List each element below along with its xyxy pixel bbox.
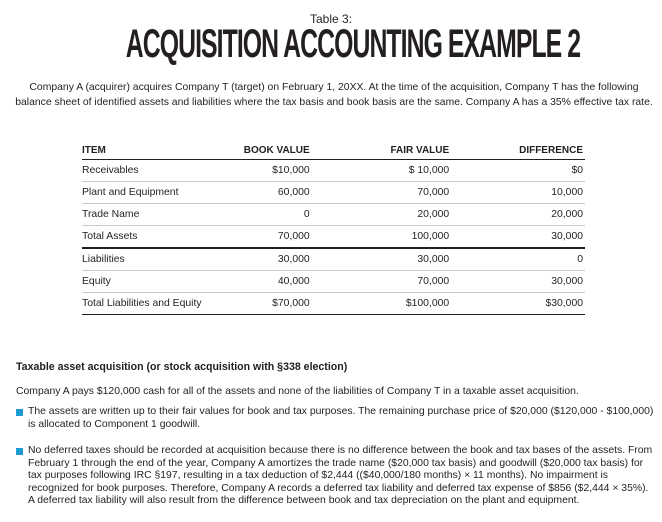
cell-item: Liabilities [82, 248, 230, 271]
bullet-text: No deferred taxes should be recorded at acquisition because there is no difference between the book and tax bases of the assets. From February 1 through the end of the year, Company A amortizes the trade name ($20,000 tax basis) and goodwill ($20,000 tax basis) for tax purposes following IRC §197, resulting in a tax deduction of $2,444 (($40,000/180 months) × 11 months). No impairment is recognized for book purposes. Therefore, Company A records a deferred tax liability and deferred tax expense of $856 ($2,444 × 35%). A deferred tax liability will also result from the difference between book and tax depreciation on the plant and equipment. [28, 445, 653, 506]
acquisition-table [82, 138, 585, 315]
cell-book-value: 40,000 [230, 271, 312, 293]
cell-book-value: $70,000 [230, 293, 312, 315]
cell-book-value: 70,000 [230, 226, 312, 249]
table-label: Table 3: [309, 12, 353, 26]
column-header-fair-value: FAIR VALUE [312, 138, 452, 160]
cell-fair-value: 30,000 [312, 248, 452, 271]
cell-fair-value: 20,000 [312, 204, 452, 226]
cell-difference: 20,000 [451, 204, 585, 226]
table-row [82, 248, 585, 271]
cell-fair-value: $100,000 [312, 293, 452, 315]
cell-difference: 0 [451, 248, 585, 271]
intro-paragraph: Company A (acquirer) acquires Company T (target) on February 1, 20XX. At the time of the acquisition, Company T has the following balance sheet of identified assets and liabilities where the tax basis and book basis are the same. Company A has a 35% effective tax rate. [15, 82, 653, 108]
table-row [82, 204, 585, 226]
page-title: ACQUISITION ACCOUNTING EXAMPLE 2 [125, 22, 581, 66]
column-header-difference: DIFFERENCE [451, 138, 585, 160]
cell-item: Plant and Equipment [82, 182, 230, 204]
cell-difference: 30,000 [451, 271, 585, 293]
bullet-text: The assets are written up to their fair values for book and tax purposes. The remaining purchase price of $20,000 ($120,000 - $100,000) is allocated to Component 1 goodwill. [28, 406, 654, 430]
table-row [82, 182, 585, 204]
table-row [82, 160, 585, 182]
cell-book-value: 30,000 [230, 248, 312, 271]
cell-difference: $30,000 [451, 293, 585, 315]
column-header-item: ITEM [82, 138, 230, 160]
cell-difference: 30,000 [451, 226, 585, 249]
cell-item: Trade Name [82, 204, 230, 226]
cell-book-value: 60,000 [230, 182, 312, 204]
table-row-total-assets [82, 226, 585, 249]
section-heading: Taxable asset acquisition (or stock acquisition with §338 election) [16, 361, 348, 373]
cell-fair-value: 100,000 [312, 226, 452, 249]
table-row-total-liabilities-equity [82, 293, 585, 315]
bullet-square-icon [16, 409, 23, 416]
cell-item: Total Assets [82, 226, 230, 249]
cell-difference: 10,000 [451, 182, 585, 204]
cell-item: Total Liabilities and Equity [82, 293, 230, 315]
section-paragraph: Company A pays $120,000 cash for all of the assets and none of the liabilities of Company T in a taxable asset acquisition. [16, 386, 579, 397]
column-header-book-value: BOOK VALUE [230, 138, 312, 160]
cell-book-value: $10,000 [230, 160, 312, 182]
cell-item: Receivables [82, 160, 230, 182]
bullet-square-icon [16, 448, 23, 455]
cell-difference: $0 [451, 160, 585, 182]
bullet-item [16, 445, 656, 508]
table-header-row [82, 138, 585, 160]
cell-item: Equity [82, 271, 230, 293]
cell-book-value: 0 [230, 204, 312, 226]
bullet-item [16, 406, 656, 431]
cell-fair-value: $ 10,000 [312, 160, 452, 182]
cell-fair-value: 70,000 [312, 182, 452, 204]
cell-fair-value: 70,000 [312, 271, 452, 293]
table-row [82, 271, 585, 293]
